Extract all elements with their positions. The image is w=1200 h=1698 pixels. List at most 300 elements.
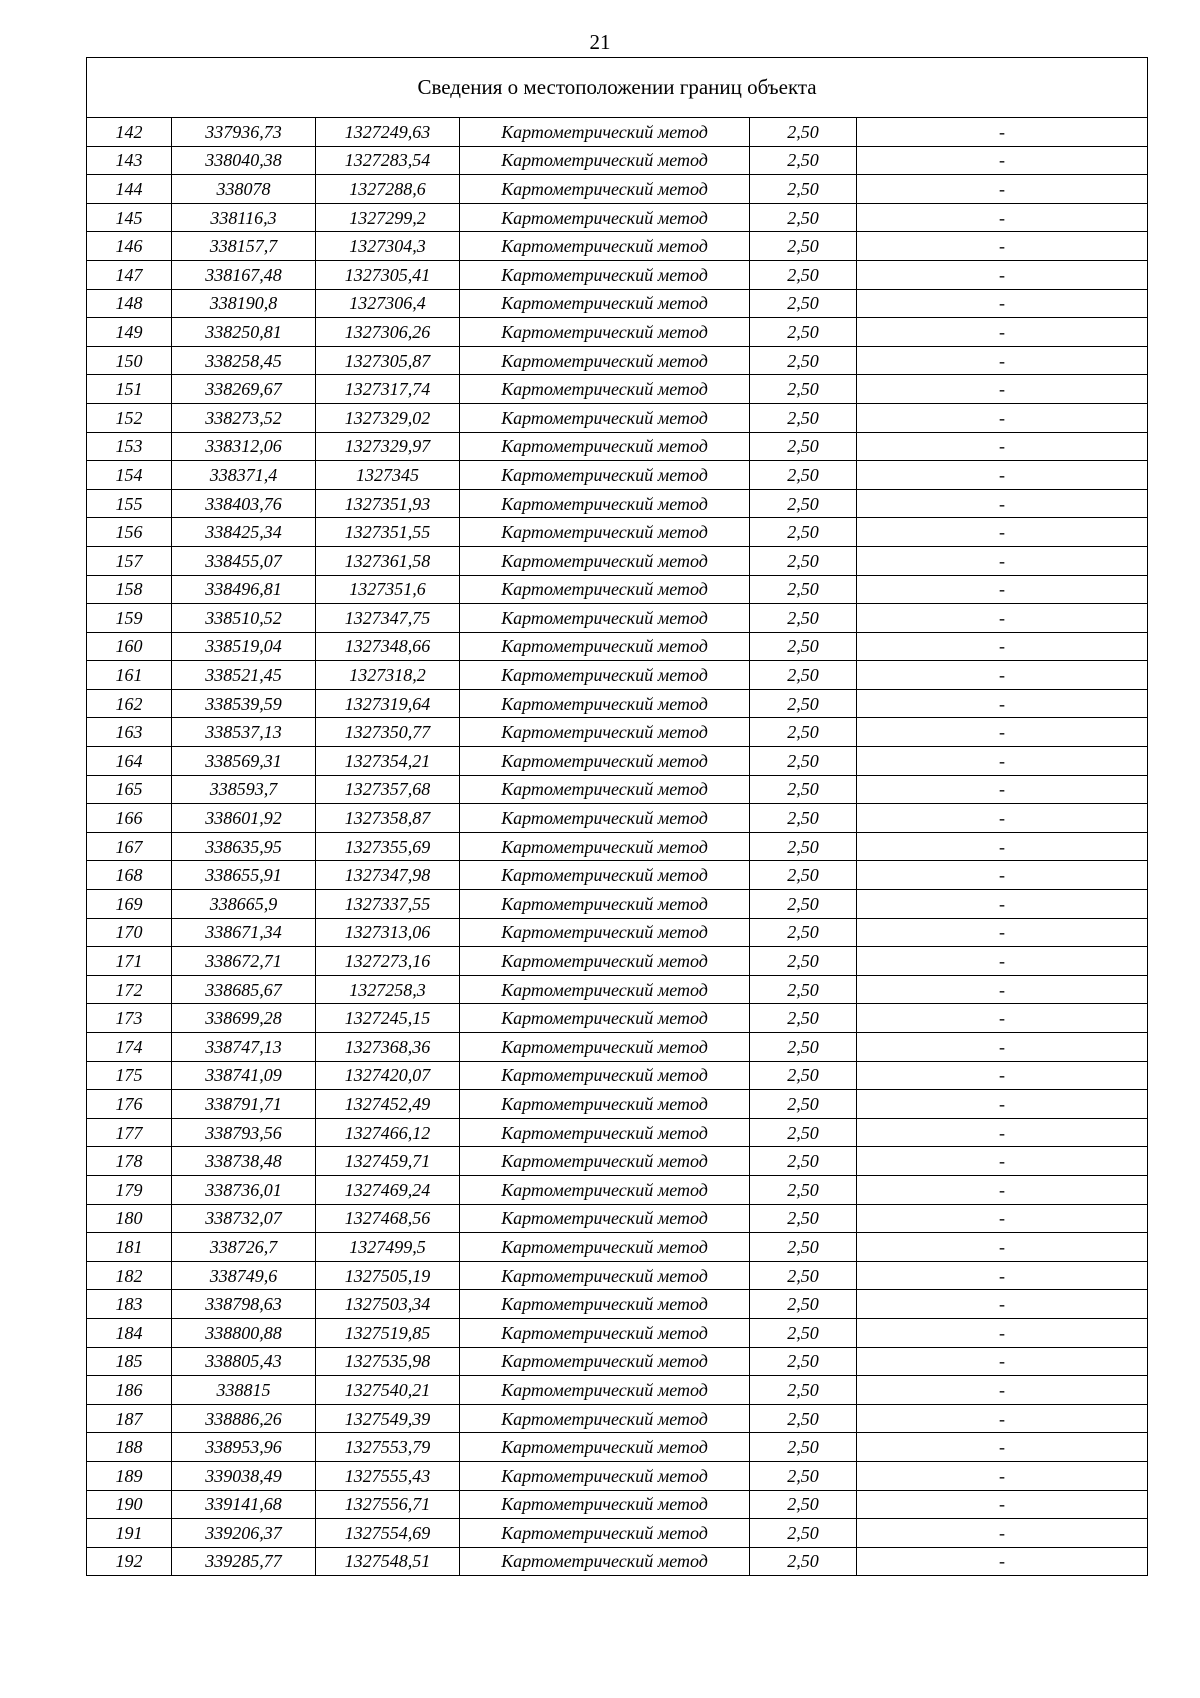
cell-point-number: 144: [87, 175, 172, 204]
cell-method: Картометрический метод: [460, 775, 750, 804]
cell-point-number: 189: [87, 1461, 172, 1490]
cell-coordinate-x: 338635,95: [172, 832, 316, 861]
cell-coordinate-y: 1327317,74: [316, 375, 460, 404]
table-row: [87, 861, 1148, 890]
cell-coordinate-x: 339206,37: [172, 1519, 316, 1548]
cell-accuracy: 2,50: [750, 890, 857, 919]
cell-method: Картометрический метод: [460, 689, 750, 718]
cell-coordinate-y: 1327540,21: [316, 1376, 460, 1405]
cell-method: Картометрический метод: [460, 718, 750, 747]
cell-accuracy: 2,50: [750, 718, 857, 747]
cell-method: Картометрический метод: [460, 203, 750, 232]
cell-accuracy: 2,50: [750, 1204, 857, 1233]
cell-description: -: [857, 1233, 1148, 1262]
cell-description: -: [857, 232, 1148, 261]
cell-accuracy: 2,50: [750, 461, 857, 490]
table-row: [87, 1376, 1148, 1405]
cell-coordinate-x: 338510,52: [172, 604, 316, 633]
cell-accuracy: 2,50: [750, 1090, 857, 1119]
table-row: [87, 1061, 1148, 1090]
table-row: [87, 1204, 1148, 1233]
cell-point-number: 154: [87, 461, 172, 490]
cell-coordinate-y: 1327354,21: [316, 747, 460, 776]
cell-coordinate-y: 1327355,69: [316, 832, 460, 861]
cell-coordinate-y: 1327468,56: [316, 1204, 460, 1233]
cell-point-number: 182: [87, 1261, 172, 1290]
cell-method: Картометрический метод: [460, 661, 750, 690]
cell-coordinate-y: 1327329,02: [316, 403, 460, 432]
cell-accuracy: 2,50: [750, 575, 857, 604]
cell-coordinate-x: 338671,34: [172, 918, 316, 947]
cell-description: -: [857, 489, 1148, 518]
cell-coordinate-x: 338805,43: [172, 1347, 316, 1376]
cell-description: -: [857, 403, 1148, 432]
cell-coordinate-y: 1327299,2: [316, 203, 460, 232]
table-row: [87, 175, 1148, 204]
cell-point-number: 185: [87, 1347, 172, 1376]
cell-coordinate-x: 338157,7: [172, 232, 316, 261]
cell-point-number: 162: [87, 689, 172, 718]
cell-coordinate-x: 338078: [172, 175, 316, 204]
cell-coordinate-x: 338800,88: [172, 1318, 316, 1347]
cell-point-number: 167: [87, 832, 172, 861]
cell-coordinate-y: 1327348,66: [316, 632, 460, 661]
table-row: [87, 375, 1148, 404]
cell-point-number: 181: [87, 1233, 172, 1262]
cell-description: -: [857, 775, 1148, 804]
cell-point-number: 152: [87, 403, 172, 432]
cell-description: -: [857, 432, 1148, 461]
table-body: [87, 118, 1148, 1576]
table-row: [87, 289, 1148, 318]
table-row: [87, 947, 1148, 976]
cell-coordinate-y: 1327351,93: [316, 489, 460, 518]
cell-description: -: [857, 518, 1148, 547]
cell-description: -: [857, 804, 1148, 833]
cell-accuracy: 2,50: [750, 146, 857, 175]
cell-coordinate-x: 338190,8: [172, 289, 316, 318]
cell-method: Картометрический метод: [460, 1404, 750, 1433]
cell-point-number: 148: [87, 289, 172, 318]
cell-description: -: [857, 1461, 1148, 1490]
cell-point-number: 156: [87, 518, 172, 547]
cell-description: -: [857, 260, 1148, 289]
cell-accuracy: 2,50: [750, 1233, 857, 1262]
table-row: [87, 1461, 1148, 1490]
cell-coordinate-x: 338040,38: [172, 146, 316, 175]
cell-description: -: [857, 1147, 1148, 1176]
cell-coordinate-y: 1327555,43: [316, 1461, 460, 1490]
cell-description: -: [857, 632, 1148, 661]
cell-accuracy: 2,50: [750, 661, 857, 690]
table-row: [87, 1175, 1148, 1204]
cell-method: Картометрический метод: [460, 575, 750, 604]
cell-coordinate-x: 338665,9: [172, 890, 316, 919]
table-row: [87, 632, 1148, 661]
cell-description: -: [857, 575, 1148, 604]
cell-coordinate-y: 1327306,4: [316, 289, 460, 318]
cell-accuracy: 2,50: [750, 1175, 857, 1204]
table-row: [87, 804, 1148, 833]
cell-coordinate-x: 338569,31: [172, 747, 316, 776]
cell-point-number: 180: [87, 1204, 172, 1233]
cell-method: Картометрический метод: [460, 432, 750, 461]
cell-point-number: 184: [87, 1318, 172, 1347]
cell-accuracy: 2,50: [750, 1290, 857, 1319]
cell-coordinate-x: 338793,56: [172, 1118, 316, 1147]
cell-point-number: 169: [87, 890, 172, 919]
cell-description: -: [857, 1118, 1148, 1147]
cell-coordinate-y: 1327420,07: [316, 1061, 460, 1090]
cell-coordinate-y: 1327258,3: [316, 975, 460, 1004]
table-row: [87, 1547, 1148, 1576]
cell-method: Картометрический метод: [460, 975, 750, 1004]
cell-method: Картометрический метод: [460, 461, 750, 490]
cell-point-number: 190: [87, 1490, 172, 1519]
cell-description: -: [857, 1204, 1148, 1233]
cell-point-number: 150: [87, 346, 172, 375]
cell-method: Картометрический метод: [460, 318, 750, 347]
table-caption: Сведения о местоположении границ объекта: [87, 58, 1148, 118]
table-row: [87, 1519, 1148, 1548]
cell-description: -: [857, 1433, 1148, 1462]
cell-accuracy: 2,50: [750, 975, 857, 1004]
cell-coordinate-y: 1327351,55: [316, 518, 460, 547]
table-row: [87, 689, 1148, 718]
cell-accuracy: 2,50: [750, 1490, 857, 1519]
cell-coordinate-y: 1327351,6: [316, 575, 460, 604]
cell-accuracy: 2,50: [750, 1033, 857, 1062]
table-row: [87, 890, 1148, 919]
cell-method: Картометрический метод: [460, 518, 750, 547]
cell-accuracy: 2,50: [750, 947, 857, 976]
cell-description: -: [857, 975, 1148, 1004]
cell-method: Картометрический метод: [460, 804, 750, 833]
cell-description: -: [857, 175, 1148, 204]
table-row: [87, 1033, 1148, 1062]
cell-coordinate-x: 338601,92: [172, 804, 316, 833]
table-row: [87, 518, 1148, 547]
cell-description: -: [857, 1175, 1148, 1204]
cell-method: Картометрический метод: [460, 1519, 750, 1548]
cell-coordinate-x: 338539,59: [172, 689, 316, 718]
cell-coordinate-y: 1327499,5: [316, 1233, 460, 1262]
cell-method: Картометрический метод: [460, 489, 750, 518]
cell-point-number: 186: [87, 1376, 172, 1405]
table-row: [87, 775, 1148, 804]
table-row: [87, 146, 1148, 175]
table-row: [87, 661, 1148, 690]
cell-coordinate-y: 1327288,6: [316, 175, 460, 204]
table-row: [87, 403, 1148, 432]
cell-description: -: [857, 1261, 1148, 1290]
cell-description: -: [857, 661, 1148, 690]
cell-point-number: 187: [87, 1404, 172, 1433]
cell-accuracy: 2,50: [750, 1519, 857, 1548]
cell-accuracy: 2,50: [750, 689, 857, 718]
cell-coordinate-y: 1327554,69: [316, 1519, 460, 1548]
cell-coordinate-y: 1327347,98: [316, 861, 460, 890]
cell-accuracy: 2,50: [750, 632, 857, 661]
cell-coordinate-y: 1327245,15: [316, 1004, 460, 1033]
cell-coordinate-x: 338425,34: [172, 518, 316, 547]
cell-coordinate-x: 338741,09: [172, 1061, 316, 1090]
cell-description: -: [857, 1376, 1148, 1405]
cell-description: -: [857, 1090, 1148, 1119]
cell-description: -: [857, 1519, 1148, 1548]
cell-method: Картометрический метод: [460, 260, 750, 289]
cell-accuracy: 2,50: [750, 1004, 857, 1033]
cell-point-number: 168: [87, 861, 172, 890]
cell-coordinate-x: 337936,73: [172, 118, 316, 147]
cell-method: Картометрический метод: [460, 861, 750, 890]
cell-method: Картометрический метод: [460, 890, 750, 919]
cell-description: -: [857, 346, 1148, 375]
table-row: [87, 1347, 1148, 1376]
cell-description: -: [857, 1290, 1148, 1319]
cell-point-number: 161: [87, 661, 172, 690]
cell-description: -: [857, 689, 1148, 718]
cell-description: -: [857, 461, 1148, 490]
cell-point-number: 176: [87, 1090, 172, 1119]
cell-coordinate-x: 338815: [172, 1376, 316, 1405]
cell-accuracy: 2,50: [750, 1376, 857, 1405]
cell-method: Картометрический метод: [460, 1033, 750, 1062]
cell-coordinate-y: 1327553,79: [316, 1433, 460, 1462]
cell-coordinate-x: 338672,71: [172, 947, 316, 976]
cell-coordinate-y: 1327283,54: [316, 146, 460, 175]
cell-point-number: 179: [87, 1175, 172, 1204]
cell-method: Картометрический метод: [460, 632, 750, 661]
cell-description: -: [857, 918, 1148, 947]
cell-method: Картометрический метод: [460, 403, 750, 432]
cell-accuracy: 2,50: [750, 375, 857, 404]
cell-method: Картометрический метод: [460, 604, 750, 633]
table-row: [87, 718, 1148, 747]
cell-description: -: [857, 1318, 1148, 1347]
cell-description: -: [857, 1061, 1148, 1090]
cell-coordinate-x: 338312,06: [172, 432, 316, 461]
cell-point-number: 183: [87, 1290, 172, 1319]
table-row: [87, 1147, 1148, 1176]
cell-point-number: 173: [87, 1004, 172, 1033]
cell-coordinate-x: 338521,45: [172, 661, 316, 690]
cell-point-number: 170: [87, 918, 172, 947]
cell-accuracy: 2,50: [750, 203, 857, 232]
cell-point-number: 188: [87, 1433, 172, 1462]
table-row: [87, 1404, 1148, 1433]
cell-description: -: [857, 546, 1148, 575]
cell-coordinate-y: 1327319,64: [316, 689, 460, 718]
cell-coordinate-y: 1327535,98: [316, 1347, 460, 1376]
cell-method: Картометрический метод: [460, 1090, 750, 1119]
cell-coordinate-y: 1327505,19: [316, 1261, 460, 1290]
cell-coordinate-y: 1327313,06: [316, 918, 460, 947]
cell-point-number: 177: [87, 1118, 172, 1147]
cell-method: Картометрический метод: [460, 346, 750, 375]
table-row: [87, 1490, 1148, 1519]
cell-description: -: [857, 203, 1148, 232]
cell-method: Картометрический метод: [460, 1175, 750, 1204]
cell-point-number: 164: [87, 747, 172, 776]
cell-method: Картометрический метод: [460, 1004, 750, 1033]
cell-coordinate-x: 338496,81: [172, 575, 316, 604]
table-row: [87, 118, 1148, 147]
cell-description: -: [857, 1490, 1148, 1519]
cell-description: -: [857, 1033, 1148, 1062]
cell-coordinate-y: 1327556,71: [316, 1490, 460, 1519]
cell-coordinate-x: 338258,45: [172, 346, 316, 375]
cell-accuracy: 2,50: [750, 1347, 857, 1376]
cell-coordinate-y: 1327249,63: [316, 118, 460, 147]
table-row: [87, 232, 1148, 261]
cell-coordinate-y: 1327549,39: [316, 1404, 460, 1433]
cell-coordinate-y: 1327305,41: [316, 260, 460, 289]
cell-coordinate-y: 1327350,77: [316, 718, 460, 747]
cell-method: Картометрический метод: [460, 118, 750, 147]
cell-method: Картометрический метод: [460, 1490, 750, 1519]
cell-accuracy: 2,50: [750, 1461, 857, 1490]
cell-point-number: 146: [87, 232, 172, 261]
cell-coordinate-x: 338798,63: [172, 1290, 316, 1319]
cell-coordinate-x: 338732,07: [172, 1204, 316, 1233]
table-row: [87, 546, 1148, 575]
cell-coordinate-y: 1327304,3: [316, 232, 460, 261]
cell-method: Картометрический метод: [460, 947, 750, 976]
cell-point-number: 172: [87, 975, 172, 1004]
cell-coordinate-y: 1327358,87: [316, 804, 460, 833]
cell-method: Картометрический метод: [460, 1290, 750, 1319]
cell-coordinate-x: 338699,28: [172, 1004, 316, 1033]
table-row: [87, 461, 1148, 490]
cell-accuracy: 2,50: [750, 318, 857, 347]
table-row: [87, 1433, 1148, 1462]
cell-method: Картометрический метод: [460, 1261, 750, 1290]
cell-accuracy: 2,50: [750, 1118, 857, 1147]
cell-description: -: [857, 289, 1148, 318]
cell-coordinate-y: 1327337,55: [316, 890, 460, 919]
cell-coordinate-x: 338269,67: [172, 375, 316, 404]
cell-coordinate-x: 339285,77: [172, 1547, 316, 1576]
cell-coordinate-x: 339141,68: [172, 1490, 316, 1519]
cell-method: Картометрический метод: [460, 1204, 750, 1233]
cell-point-number: 155: [87, 489, 172, 518]
table-row: [87, 1233, 1148, 1262]
table-row: [87, 489, 1148, 518]
cell-point-number: 142: [87, 118, 172, 147]
cell-description: -: [857, 318, 1148, 347]
cell-method: Картометрический метод: [460, 1347, 750, 1376]
cell-coordinate-x: 338736,01: [172, 1175, 316, 1204]
cell-method: Картометрический метод: [460, 546, 750, 575]
cell-coordinate-x: 338726,7: [172, 1233, 316, 1262]
cell-point-number: 153: [87, 432, 172, 461]
table-row: [87, 604, 1148, 633]
cell-coordinate-x: 338593,7: [172, 775, 316, 804]
cell-method: Картометрический метод: [460, 747, 750, 776]
cell-coordinate-x: 338116,3: [172, 203, 316, 232]
table-row: [87, 203, 1148, 232]
table-row: [87, 432, 1148, 461]
cell-method: Картометрический метод: [460, 1318, 750, 1347]
table-row: [87, 1090, 1148, 1119]
cell-accuracy: 2,50: [750, 346, 857, 375]
table-row: [87, 260, 1148, 289]
cell-accuracy: 2,50: [750, 1404, 857, 1433]
cell-accuracy: 2,50: [750, 118, 857, 147]
page-number: 21: [589, 30, 611, 54]
cell-coordinate-y: 1327345: [316, 461, 460, 490]
cell-description: -: [857, 890, 1148, 919]
cell-accuracy: 2,50: [750, 918, 857, 947]
cell-coordinate-x: 339038,49: [172, 1461, 316, 1490]
cell-coordinate-y: 1327503,34: [316, 1290, 460, 1319]
cell-accuracy: 2,50: [750, 832, 857, 861]
cell-point-number: 149: [87, 318, 172, 347]
cell-coordinate-y: 1327347,75: [316, 604, 460, 633]
cell-coordinate-y: 1327306,26: [316, 318, 460, 347]
cell-coordinate-y: 1327368,36: [316, 1033, 460, 1062]
cell-coordinate-y: 1327469,24: [316, 1175, 460, 1204]
cell-point-number: 143: [87, 146, 172, 175]
table-row: [87, 346, 1148, 375]
cell-description: -: [857, 1347, 1148, 1376]
cell-coordinate-x: 338655,91: [172, 861, 316, 890]
cell-coordinate-y: 1327548,51: [316, 1547, 460, 1576]
cell-method: Картометрический метод: [460, 918, 750, 947]
cell-description: -: [857, 1547, 1148, 1576]
cell-description: -: [857, 947, 1148, 976]
cell-description: -: [857, 861, 1148, 890]
cell-point-number: 157: [87, 546, 172, 575]
cell-method: Картометрический метод: [460, 289, 750, 318]
table-row: [87, 1318, 1148, 1347]
cell-accuracy: 2,50: [750, 432, 857, 461]
cell-point-number: 192: [87, 1547, 172, 1576]
table-row: [87, 1261, 1148, 1290]
cell-accuracy: 2,50: [750, 489, 857, 518]
cell-point-number: 174: [87, 1033, 172, 1062]
cell-method: Картометрический метод: [460, 175, 750, 204]
cell-method: Картометрический метод: [460, 1147, 750, 1176]
table-row: [87, 1290, 1148, 1319]
cell-accuracy: 2,50: [750, 518, 857, 547]
cell-coordinate-x: 338537,13: [172, 718, 316, 747]
cell-accuracy: 2,50: [750, 175, 857, 204]
cell-accuracy: 2,50: [750, 403, 857, 432]
cell-description: -: [857, 747, 1148, 776]
cell-point-number: 191: [87, 1519, 172, 1548]
cell-coordinate-x: 338273,52: [172, 403, 316, 432]
cell-coordinate-x: 338455,07: [172, 546, 316, 575]
cell-coordinate-x: 338403,76: [172, 489, 316, 518]
cell-coordinate-y: 1327305,87: [316, 346, 460, 375]
cell-accuracy: 2,50: [750, 232, 857, 261]
cell-accuracy: 2,50: [750, 1147, 857, 1176]
cell-method: Картометрический метод: [460, 1547, 750, 1576]
table-row: [87, 1118, 1148, 1147]
cell-accuracy: 2,50: [750, 604, 857, 633]
cell-method: Картометрический метод: [460, 1461, 750, 1490]
cell-method: Картометрический метод: [460, 375, 750, 404]
cell-point-number: 165: [87, 775, 172, 804]
cell-coordinate-x: 338749,6: [172, 1261, 316, 1290]
cell-accuracy: 2,50: [750, 546, 857, 575]
cell-method: Картометрический метод: [460, 1061, 750, 1090]
cell-coordinate-x: 338886,26: [172, 1404, 316, 1433]
table-row: [87, 975, 1148, 1004]
cell-method: Картометрический метод: [460, 1118, 750, 1147]
